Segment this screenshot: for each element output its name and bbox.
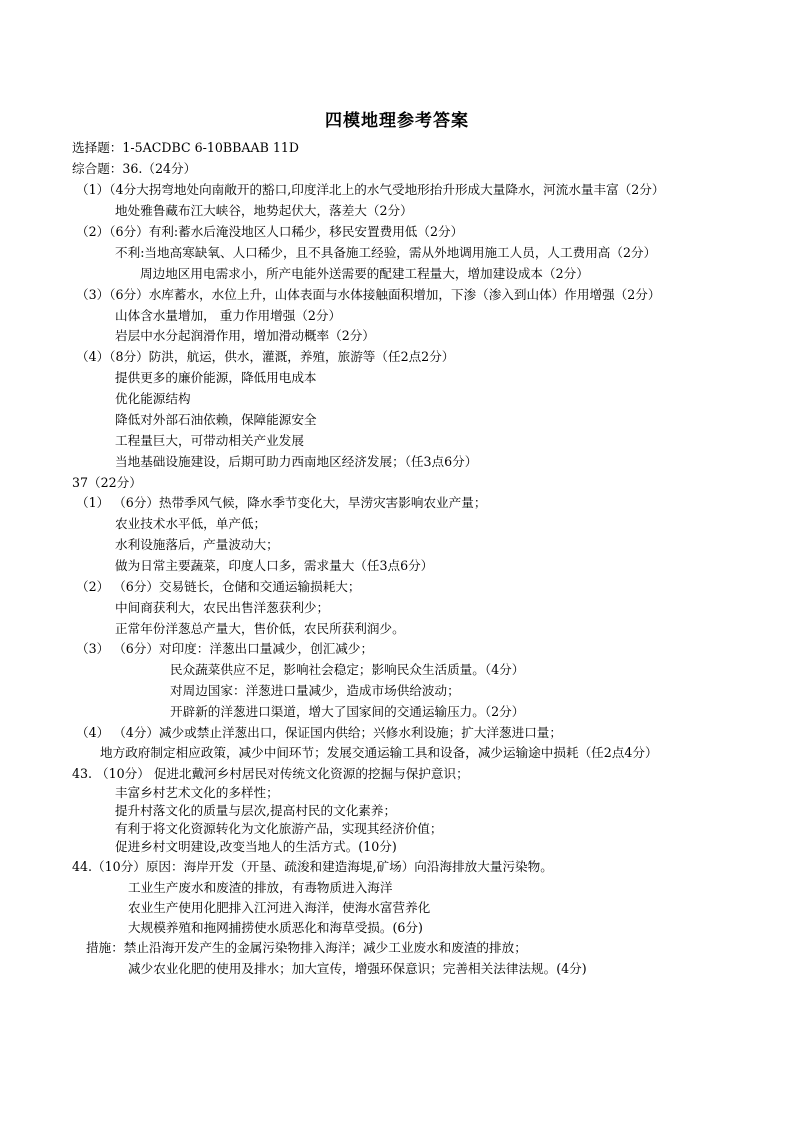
answer-line: 地方政府制定相应政策，减少中间环节；发展交通运输工具和设备，减少运输途中损耗（任2点4分） xyxy=(100,745,658,760)
answer-line: 民众蔬菜供应不足，影响社会稳定；影响民众生活质量。（4分） xyxy=(170,662,525,677)
answer-line: 周边地区用电需求小，所产电能外送需要的配建工程量大，增加建设成本（2分） xyxy=(140,266,589,281)
answer-line: 有利于将文化资源转化为文化旅游产品，实现其经济价值； xyxy=(115,821,443,836)
answer-line: （2）（6分）有利:蓄水后淹没地区人口稀少，移民安置费用低（2分） xyxy=(76,224,464,239)
answer-line: 减少农业化肥的使用及排水；加大宣传，增强环保意识；完善相关法律法规。(4分) xyxy=(128,961,587,976)
answer-line: 中间商获利大，农民出售洋葱获利少； xyxy=(115,600,330,615)
answer-line: （2） （6分）交易链长，仓储和交通运输损耗大； xyxy=(76,579,361,594)
answer-line: 地处雅鲁藏布江大峡谷，地势起伏大，落差大（2分） xyxy=(115,203,413,218)
answer-line: （1）（4分大拐弯地处向南敞开的豁口,印度洋北上的水气受地形抬升形成大量降水，河流水量丰富（2分） xyxy=(76,182,665,197)
answer-line: 工程量巨大，可带动相关产业发展 xyxy=(115,433,304,448)
answer-line: 37（22分） xyxy=(72,475,142,490)
page-title: 四模地理参考答案 xyxy=(325,111,469,131)
answer-line: （4） （4分）减少或禁止洋葱出口，保证国内供给；兴修水利设施；扩大洋葱进口量； xyxy=(76,725,562,740)
answer-line: 水利设施落后，产量波动大； xyxy=(115,537,279,552)
answer-line: 开辟新的洋葱进口渠道，增大了国家间的交通运输压力。（2分） xyxy=(170,704,525,719)
answer-line: 工业生产废水和废渣的排放，有毒物质进入海洋 xyxy=(128,880,393,895)
answer-line: 43. （10分） 促进北戴河乡村居民对传统文化资源的挖掘与保护意识； xyxy=(72,766,469,781)
answer-line: （4）（8分）防洪，航运，供水，灌溉，养殖，旅游等（任2点2分） xyxy=(76,349,455,364)
answer-line: 提升村落文化的质量与层次,提高村民的文化素养； xyxy=(115,803,397,818)
answer-line: 选择题：1-5ACDBC 6-10BBAAB 11D xyxy=(72,140,299,155)
answer-line: 措施：禁止沿海开发产生的金属污染物排入海洋；减少工业废水和废渣的排放； xyxy=(86,940,527,955)
answer-line: 山体含水量增加， 重力作用增强（2分） xyxy=(115,308,342,323)
answer-line: 促进乡村文明建设,改变当地人的生活方式。(10分) xyxy=(115,839,397,854)
answer-line: 丰富乡村艺术文化的多样性； xyxy=(115,785,279,800)
answer-line: 当地基础设施建设，后期可助力西南地区经济发展；（任3点6分） xyxy=(115,454,478,469)
answer-line: （3）（6分）水库蓄水，水位上升，山体表面与水体接触面积增加，下渗（渗入到山体）作用增强（2分） xyxy=(76,287,661,302)
answer-line: 农业技术水平低，单产低； xyxy=(115,516,267,531)
answer-line: 岩层中水分起润滑作用，增加滑动概率（2分） xyxy=(115,328,375,343)
answer-line: 做为日常主要蔬菜，印度人口多，需求量大（任3点6分） xyxy=(115,558,434,573)
answer-line: 大规模养殖和拖网捕捞使水质恶化和海草受损。(6分) xyxy=(128,920,423,935)
answer-line: 提供更多的廉价能源，降低用电成本 xyxy=(115,370,317,385)
answer-line: （3） （6分）对印度：洋葱出口量减少，创汇减少； xyxy=(76,641,374,656)
answer-line: 正常年份洋葱总产量大，售价低，农民所获利润少。 xyxy=(115,621,405,636)
answer-line: 不利:当地高寒缺氧、人口稀少，且不具备施工经验，需从外地调用施工人员，人工费用高（2分） xyxy=(115,245,657,260)
answer-line: 农业生产使用化肥排入江河进入海洋，使海水富营养化 xyxy=(128,900,431,915)
answer-line: 优化能源结构 xyxy=(115,391,191,406)
answer-line: 对周边国家：洋葱进口量减少，造成市场供给波动； xyxy=(170,683,460,698)
answer-line: 44.（10分）原因：海岸开发（开垦、疏浚和建造海堤,矿场）向沿海排放大量污染物。 xyxy=(72,859,553,874)
answer-line: 降低对外部石油依赖，保障能源安全 xyxy=(115,412,317,427)
answer-line: 综合题：36.（24分） xyxy=(72,161,197,176)
answer-line: （1） （6分）热带季风气候，降水季节变化大，旱涝灾害影响农业产量； xyxy=(76,495,487,510)
